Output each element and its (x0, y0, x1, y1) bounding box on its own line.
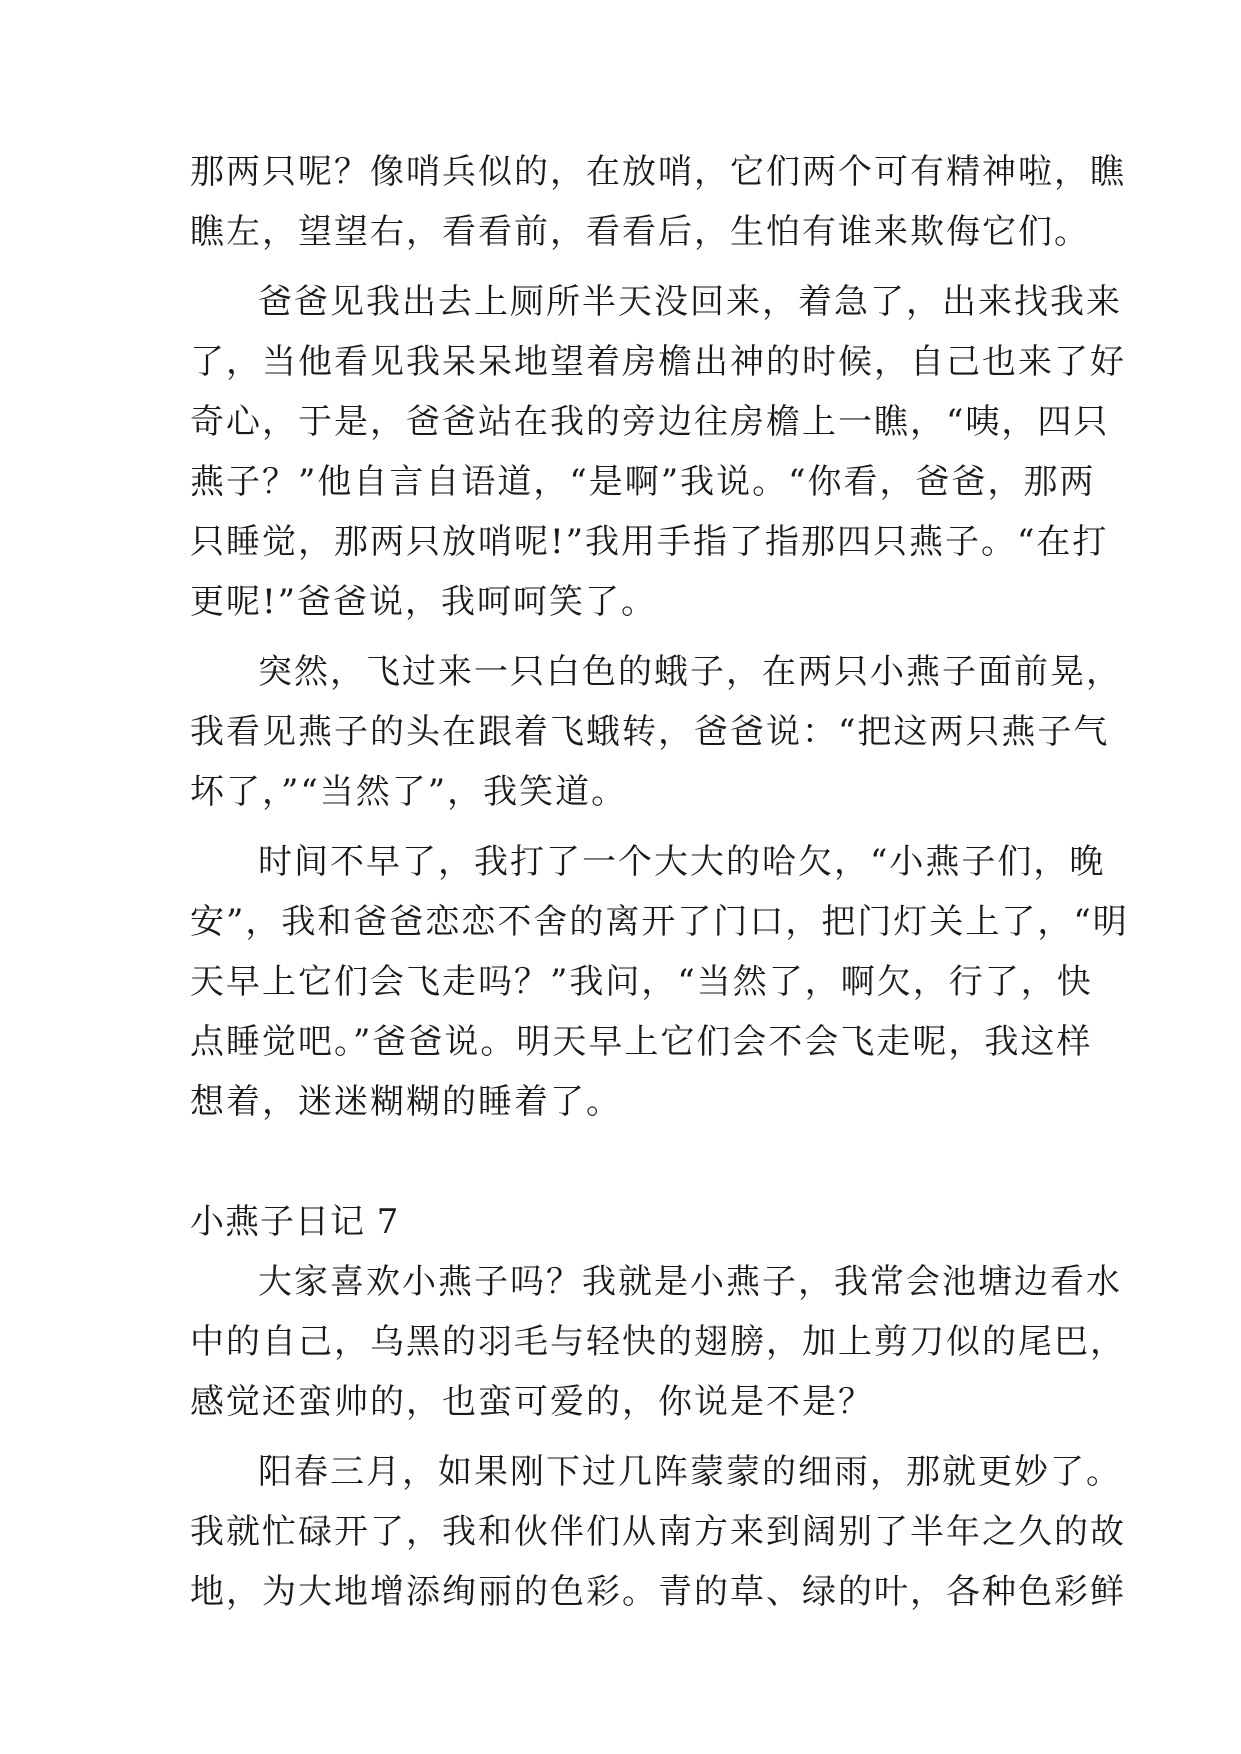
text-line: 天早上它们会飞走吗？”我问，“当然了，啊欠，行了，快 (190, 962, 1093, 1002)
text-line: 瞧左，望望右，看看前，看看后，生怕有谁来欺侮它们。 (190, 212, 1090, 252)
text-line: 想着，迷迷糊糊的睡着了。 (190, 1082, 622, 1122)
text-line: 中的自己，乌黑的羽毛与轻快的翅膀，加上剪刀似的尾巴， (190, 1322, 1126, 1362)
text-line: 只睡觉，那两只放哨呢!”我用手指了指那四只燕子。“在打 (190, 522, 1109, 562)
text-line: 地，为大地增添绚丽的色彩。青的草、绿的叶，各种色彩鲜 (190, 1572, 1126, 1612)
text-line: 点睡觉吧。”爸爸说。明天早上它们会不会飞走呢，我这样 (190, 1022, 1093, 1062)
text-line: 奇心，于是，爸爸站在我的旁边往房檐上一瞧，“咦，四只 (190, 402, 1110, 442)
text-line: 我就忙碌开了，我和伙伴们从南方来到阔别了半年之久的故 (190, 1512, 1126, 1552)
paragraph-first-line: 阳春三月，如果刚下过几阵蒙蒙的细雨，那就更妙了。 (258, 1452, 1122, 1492)
section-title: 小燕子日记 7 (190, 1202, 400, 1242)
text-line: 安”，我和爸爸恋恋不舍的离开了门口，把门灯关上了，“明 (190, 902, 1129, 942)
text-line: 燕子？”他自言自语道，“是啊”我说。“你看，爸爸，那两 (190, 462, 1096, 502)
text-line: 了，当他看见我呆呆地望着房檐出神的时候，自己也来了好 (190, 342, 1126, 382)
paragraph-first-line: 时间不早了，我打了一个大大的哈欠，“小燕子们，晚 (258, 842, 1106, 882)
paragraph-first-line: 爸爸见我出去上厕所半天没回来，着急了，出来找我来 (258, 282, 1122, 322)
text-line: 坏了，”“当然了”，我笑道。 (190, 772, 628, 812)
text-line: 那两只呢？像哨兵似的，在放哨，它们两个可有精神啦，瞧 (190, 152, 1126, 192)
text-line: 我看见燕子的头在跟着飞蛾转，爸爸说：“把这两只燕子气 (190, 712, 1110, 752)
text-line: 感觉还蛮帅的，也蛮可爱的，你说是不是？ (190, 1382, 874, 1422)
paragraph-first-line: 大家喜欢小燕子吗？我就是小燕子，我常会池塘边看水 (258, 1262, 1122, 1302)
text-line: 更呢!”爸爸说，我呵呵笑了。 (190, 582, 658, 622)
paragraph-first-line: 突然，飞过来一只白色的蛾子，在两只小燕子面前晃， (258, 652, 1122, 692)
